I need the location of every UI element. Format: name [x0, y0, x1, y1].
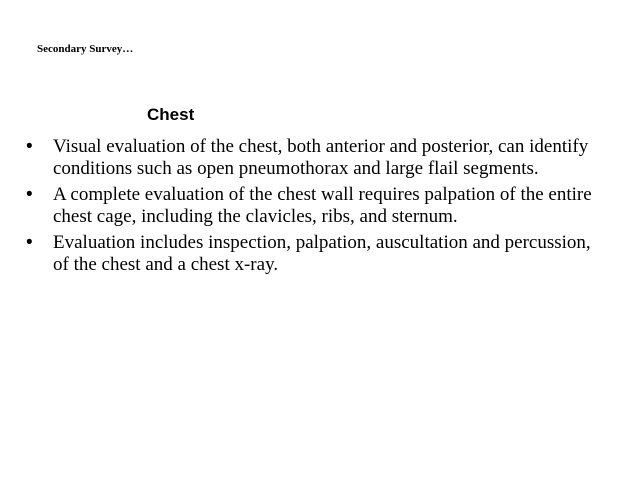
bullet-icon: • [26, 184, 33, 205]
bullet-text: Visual evaluation of the chest, both anterior and posterior, can identify conditions such as open pneumothorax and large flail segments. [53, 136, 589, 179]
bullet-icon: • [26, 136, 33, 157]
bullet-item [26, 136, 601, 180]
bullet-text: Evaluation includes inspection, palpation, auscultation and percussion, of the chest and a chest x-ray. [53, 232, 591, 275]
bullet-icon: • [26, 232, 33, 253]
section-heading: Chest [147, 105, 195, 124]
bullet-item [26, 232, 601, 276]
bullet-text: A complete evaluation of the chest wall requires palpation of the entire chest cage, including the clavicles, ribs, and sternum. [53, 184, 592, 227]
bullet-list [26, 136, 601, 280]
slide-title: Secondary Survey… [37, 43, 134, 55]
bullet-item [26, 184, 601, 228]
